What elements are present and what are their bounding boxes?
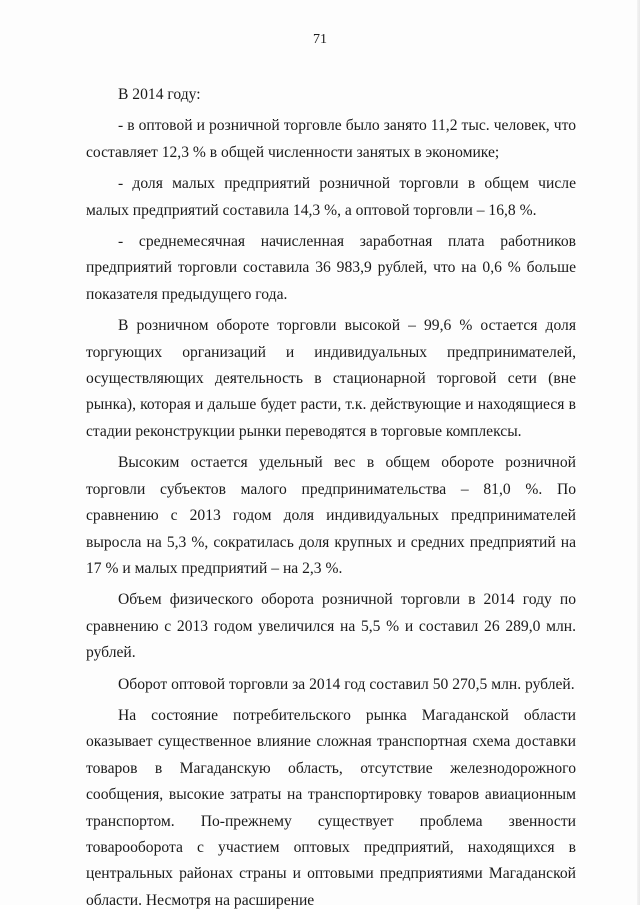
page-number: 71 bbox=[313, 32, 327, 47]
paragraph-physical-turnover: Объем физического оборота розничной торговли в 2014 году по сравнению с 2013 годом увеличился на 5,5 % и составил 26 289,0 млн. рублей. bbox=[86, 591, 576, 662]
paragraph-retail-turnover: В розничном обороте торговли высокой – 99,6 % остается доля торгующих организаций и индивидуальных предпринимателей, осуществляющих деятельность в стационарной торговой сети (вне рынка), которая и дальше будет расти, т.к. действующие и находящиеся в стадии реконструкции рынки переводятся в торговые комплексы. bbox=[86, 317, 576, 440]
paragraph-employment: - в оптовой и розничной торговле было занято 11,2 тыс. человек, что составляет 12,3 % в общей численности занятых в экономике; bbox=[86, 117, 576, 161]
document-body bbox=[86, 82, 576, 914]
paragraph-year-heading: В 2014 году: bbox=[118, 86, 201, 103]
paragraph-small-business-share: Высоким остается удельный вес в общем обороте розничной торговли субъектов малого предпринимательства – 81,0 %. По сравнению с 2013 годом доля индивидуальных предпринимателей выросла на 5,3 %, сократилась доля крупных и средних предприятий на 17 % и малых предприятий – на 2,3 %. bbox=[86, 454, 576, 577]
paragraph-wages: - среднемесячная начисленная заработная плата работников предприятий торговли составила 36 983,9 рублей, что на 0,6 % больше показателя предыдущего года. bbox=[86, 233, 576, 303]
paragraph-consumer-market: На состояние потребительского рынка Магаданской области оказывает существенное влияние сложная транспортная схема доставки товаров в Магаданскую область, отсутствие железнодорожного сообщения, высокие затраты на транспортировку товаров авиационным транспортом. По-прежнему существует проблема звенности товарооборота с участием оптовых предприятий, находящихся в центральных районах страны и оптовыми предприятиями Магаданской области. Несмотря на расширение bbox=[86, 706, 576, 909]
paragraph-wholesale-turnover: Оборот оптовой торговли за 2014 год составил 50 270,5 млн. рублей. bbox=[118, 675, 575, 693]
paragraph-small-enterprises: - доля малых предприятий розничной торговли в общем числе малых предприятий составила 14,3 %, а оптовой торговли – 16,8 %. bbox=[86, 175, 576, 219]
